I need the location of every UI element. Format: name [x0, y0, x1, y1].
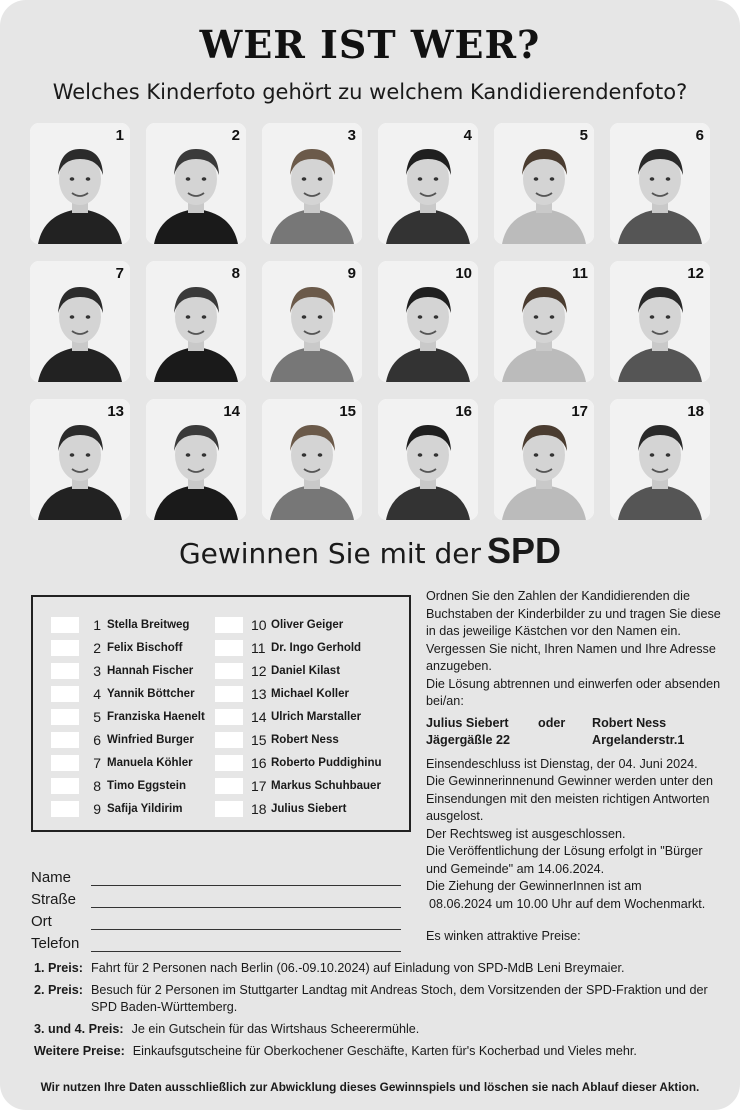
candidate-name: Yannik Böttcher [107, 687, 195, 700]
answer-box[interactable] [215, 686, 243, 702]
answer-box[interactable] [215, 755, 243, 771]
phone-label: Telefon [31, 935, 80, 952]
photo-number: 8 [231, 265, 240, 282]
legal-text: Der Rechtsweg ist ausgeschlossen. [426, 826, 626, 841]
city-row [31, 908, 401, 930]
prize-label: 2. Preis: [34, 983, 84, 997]
candidate-entry [51, 705, 205, 728]
candidate-entry [51, 751, 205, 774]
answer-box[interactable] [215, 801, 243, 817]
address-or: oder [538, 715, 566, 730]
prize-label: Weitere Preise: [34, 1044, 125, 1058]
candidate-name: Safija Yildirim [107, 802, 183, 815]
street-label: Straße [31, 891, 77, 908]
candidate-name: Oliver Geiger [271, 618, 344, 631]
instructions-send: Die Lösung abtrennen und einwerfen oder absenden bei/an: [426, 676, 721, 708]
prize-item [34, 1021, 714, 1038]
answer-box[interactable] [51, 732, 79, 748]
street-line[interactable] [91, 896, 401, 908]
candidate-name: Timo Eggstein [107, 779, 187, 792]
candidate-name: Markus Schuhbauer [271, 779, 381, 792]
candidate-entry [215, 682, 382, 705]
candidate-photo [378, 399, 478, 520]
candidate-entry [51, 682, 205, 705]
candidate-photo [610, 261, 710, 382]
photo-number: 18 [687, 403, 704, 420]
candidate-photo [30, 399, 130, 520]
photo-number: 2 [231, 127, 240, 144]
candidate-number: 10 [251, 616, 267, 633]
candidate-entry [51, 636, 205, 659]
prize-item [34, 982, 714, 1016]
candidate-name: Daniel Kilast [271, 664, 341, 677]
candidate-number: 2 [93, 639, 101, 656]
prizes-intro: Es winken attraktive Preise: [426, 929, 581, 943]
candidate-answer-box [31, 595, 411, 832]
photo-number: 5 [579, 127, 588, 144]
answer-box[interactable] [215, 732, 243, 748]
candidate-number: 11 [251, 639, 266, 656]
answer-box[interactable] [51, 801, 79, 817]
prize-item [34, 1043, 714, 1060]
win-heading-text: Gewinnen Sie mit der [178, 537, 482, 570]
candidate-photo [262, 123, 362, 244]
prize-text: Besuch für 2 Personen im Stuttgarter Landtag mit Andreas Stoch, dem Vorsitzenden der SPD-Fraktion und der SPD Baden-Württemberg. [91, 983, 708, 1014]
candidate-photo [146, 123, 246, 244]
candidate-photo [494, 123, 594, 244]
prize-label: 1. Preis: [34, 961, 84, 975]
spd-logo-text: SPD [487, 530, 562, 571]
answer-box[interactable] [51, 778, 79, 794]
answer-box[interactable] [215, 663, 243, 679]
candidate-name: Stella Breitweg [107, 618, 190, 631]
name-row [31, 864, 401, 886]
photo-number: 6 [695, 127, 704, 144]
candidate-number: 12 [251, 662, 267, 679]
candidate-photo [494, 261, 594, 382]
city-line[interactable] [91, 918, 401, 930]
candidate-entry [51, 728, 205, 751]
candidate-number: 3 [93, 662, 101, 679]
candidate-name: Dr. Ingo Gerhold [271, 641, 362, 654]
candidate-photo [262, 261, 362, 382]
candidate-entry [215, 728, 382, 751]
instructions [426, 588, 726, 946]
contact-form [31, 864, 401, 952]
candidate-entry [215, 613, 382, 636]
prize-item [34, 960, 714, 977]
candidate-name: Hannah Fischer [107, 664, 194, 677]
answer-box[interactable] [51, 709, 79, 725]
prize-text: Fahrt für 2 Personen nach Berlin (06.-09.10.2024) auf Einladung von SPD-MdB Leni Breymaier. [91, 961, 625, 975]
candidate-entry [215, 659, 382, 682]
candidate-photo-grid [30, 123, 710, 520]
candidate-entry [51, 774, 205, 797]
candidate-number: 7 [93, 754, 101, 771]
photo-number: 15 [339, 403, 356, 420]
candidate-photo [262, 399, 362, 520]
candidate-number: 8 [93, 777, 101, 794]
candidate-name: Roberto Puddighinu [271, 756, 382, 769]
photo-number: 14 [223, 403, 240, 420]
name-label: Name [31, 869, 72, 886]
candidate-entry [215, 797, 382, 820]
photo-number: 3 [347, 127, 356, 144]
address-block [426, 715, 726, 750]
answer-box[interactable] [215, 617, 243, 633]
candidate-photo [610, 399, 710, 520]
candidate-photo [30, 261, 130, 382]
prize-label: 3. und 4. Preis: [34, 1022, 124, 1036]
phone-row [31, 930, 401, 952]
candidate-number: 6 [93, 731, 101, 748]
candidate-photo [30, 123, 130, 244]
city-label: Ort [31, 913, 52, 930]
instructions-intro: Ordnen Sie den Zahlen der Kandidierenden die Buchstaben der Kinderbilder zu und tragen Sie diese in das jeweilige Kästchen vor den Namen ein. Vergessen Sie nicht, Ihren Namen und Ihre Adresse anzugeben. [426, 589, 721, 673]
candidate-entry [215, 636, 382, 659]
photo-number: 9 [347, 265, 356, 282]
publish-text: Die Veröffentlichung der Lösung erfolgt in "Bürger und Gemeinde" am 14.06.2024. [426, 844, 703, 876]
candidate-name: Franziska Haenelt [107, 710, 205, 723]
candidate-number: 9 [93, 800, 101, 817]
candidate-number: 5 [93, 708, 101, 725]
draw-text-1: Die Ziehung der GewinnerInnen ist am [426, 879, 642, 893]
candidate-photo [610, 123, 710, 244]
candidate-name: Ulrich Marstaller [271, 710, 362, 723]
answer-box[interactable] [51, 686, 79, 702]
candidate-column-right [215, 613, 382, 820]
address-street-1: Jägergäßle 22 [426, 733, 511, 747]
page-title: WER IST WER? [199, 22, 541, 67]
photo-number: 10 [455, 265, 472, 282]
candidate-number: 14 [251, 708, 267, 725]
win-heading [0, 530, 740, 572]
page-subtitle: Welches Kinderfoto gehört zu welchem Kandidierendenfoto? [52, 80, 688, 104]
answer-box[interactable] [215, 778, 243, 794]
answer-box[interactable] [215, 709, 243, 725]
candidate-entry [51, 613, 205, 636]
candidate-photo [378, 123, 478, 244]
candidate-name: Winfried Burger [107, 733, 194, 746]
candidate-number: 1 [93, 616, 101, 633]
photo-number: 17 [571, 403, 588, 420]
deadline-text: Einsendeschluss ist Dienstag, der 04. Juni 2024. [426, 756, 698, 771]
privacy-footer: Wir nutzen Ihre Daten ausschließlich zur Abwicklung dieses Gewinnspiels und löschen sie nach Ablauf dieser Aktion. [40, 1080, 700, 1094]
candidate-name: Michael Koller [271, 687, 349, 700]
photo-number: 12 [687, 265, 704, 282]
answer-box[interactable] [51, 663, 79, 679]
answer-box[interactable] [215, 640, 243, 656]
candidate-number: 17 [251, 777, 267, 794]
candidate-name: Felix Bischoff [107, 641, 183, 654]
phone-line[interactable] [91, 940, 401, 952]
name-line[interactable] [91, 874, 401, 886]
photo-number: 4 [463, 127, 472, 144]
candidate-photo [494, 399, 594, 520]
prize-list [34, 960, 714, 1065]
candidate-entry [215, 774, 382, 797]
prize-text: Je ein Gutschein für das Wirtshaus Scheerermühle. [131, 1022, 420, 1036]
candidate-number: 16 [251, 754, 267, 771]
photo-number: 1 [115, 127, 124, 144]
candidate-number: 4 [93, 685, 101, 702]
address-name-2: Robert Ness [592, 715, 667, 730]
photo-number: 7 [115, 265, 124, 282]
candidate-photo [146, 261, 246, 382]
candidate-entry [215, 751, 382, 774]
winners-text: Die Gewinnerinnenund Gewinner werden unter den Einsendungen mit den meisten richtigen Antworten ausgelost. [426, 774, 714, 823]
candidate-photo [378, 261, 478, 382]
photo-number: 13 [107, 403, 124, 420]
candidate-name: Robert Ness [271, 733, 339, 746]
candidate-column-left [51, 613, 205, 820]
photo-number: 16 [455, 403, 472, 420]
candidate-entry [51, 797, 205, 820]
answer-box[interactable] [51, 755, 79, 771]
candidate-number: 15 [251, 731, 267, 748]
draw-text-2: 08.06.2024 um 10.00 Uhr auf dem Wochenmarkt. [429, 896, 706, 911]
prize-text: Einkaufsgutscheine für Oberkochener Geschäfte, Karten für's Kocherbad und Vieles mehr. [132, 1044, 637, 1058]
address-name-1: Julius Siebert [426, 715, 509, 730]
candidate-number: 13 [251, 685, 267, 702]
answer-box[interactable] [51, 617, 79, 633]
address-street-2: Argelanderstr.1 [592, 733, 685, 747]
candidate-name: Julius Siebert [271, 802, 347, 815]
answer-box[interactable] [51, 640, 79, 656]
photo-number: 11 [572, 265, 588, 282]
street-row [31, 886, 401, 908]
candidate-photo [146, 399, 246, 520]
candidate-entry [51, 659, 205, 682]
candidate-entry [215, 705, 382, 728]
candidate-number: 18 [251, 800, 267, 817]
candidate-name: Manuela Köhler [107, 756, 193, 769]
